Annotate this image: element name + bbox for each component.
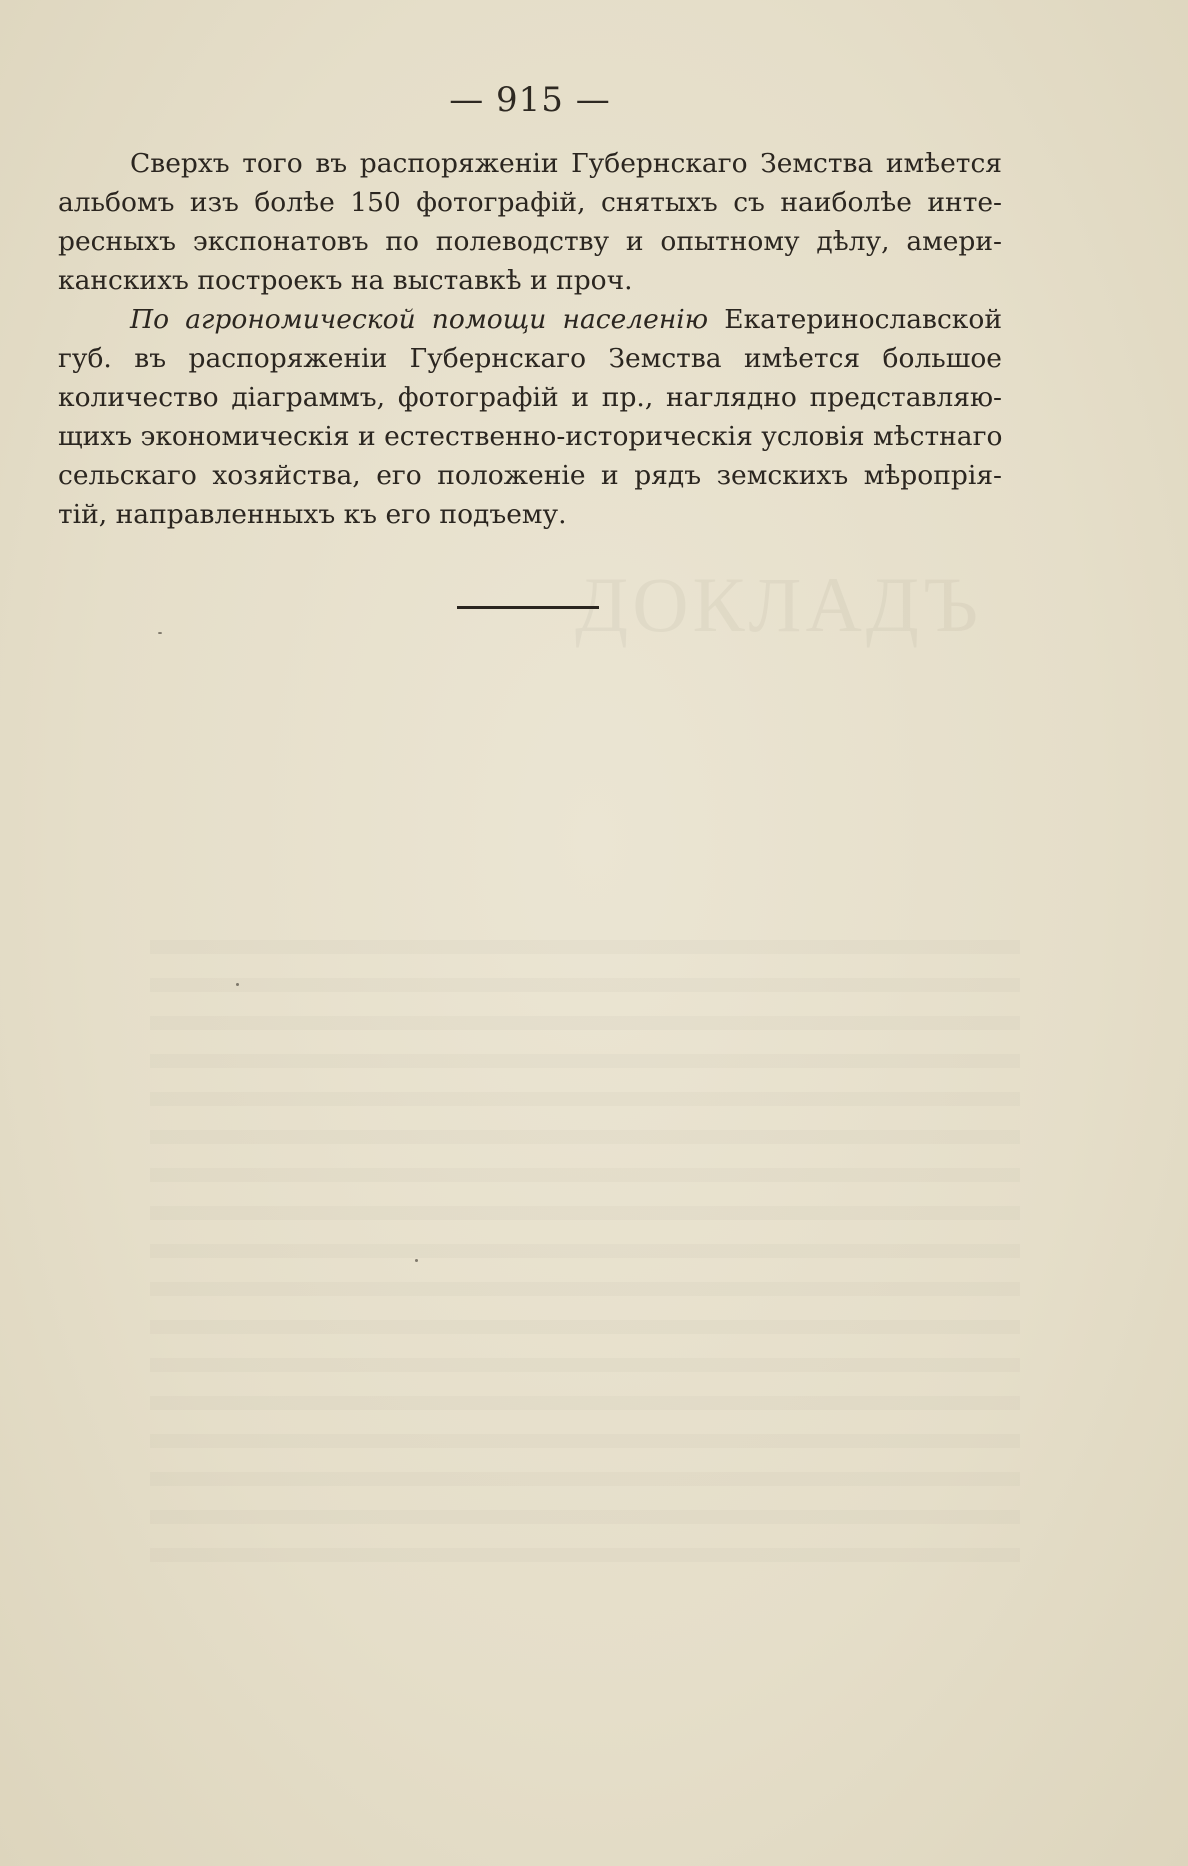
paragraph-2-first-line [58, 300, 1002, 339]
paragraph-2-line: тій, направленныхъ къ его подъему. [58, 499, 567, 530]
bleed-through-lines [150, 940, 1020, 1580]
paragraph-1-line: канскихъ построекъ на выставкѣ и проч. [58, 265, 633, 296]
paper-speck [158, 632, 162, 634]
paragraph-1-line: Сверхъ того въ распоряженiи Губернскаго Земства имѣется [130, 148, 1002, 179]
paragraph-2-line: сельскаго хозяйства, его положенiе и рядъ земскихъ мѣропрiя- [58, 460, 1002, 491]
paragraph-2-italic-lead: По агрономической помощи населенiю [130, 304, 709, 335]
page-number: — 915 — [449, 80, 611, 120]
paper-speck [415, 1259, 418, 1262]
paper-speck [236, 983, 239, 986]
paragraph-1-line: ресныхъ экспонатовъ по полеводству и опытному дѣлу, амери- [58, 226, 1002, 257]
paragraph-2-line: количество дiаграммъ, фотографій и пр., наглядно представляю- [58, 382, 1002, 413]
section-divider-rule [457, 606, 599, 609]
bleed-through-heading [575, 560, 982, 650]
paragraph-2-line: губ. въ распоряженiи Губернскаго Земства имѣется большое [58, 343, 1002, 374]
paragraph-2-first-line-rest: Екатеринославской [708, 304, 1002, 335]
paragraph-1-line: альбомъ изъ болѣе 150 фотографій, снятыхъ съ наиболѣе инте- [58, 187, 1002, 218]
body-text [58, 144, 1002, 534]
paragraph-2-line: щихъ экономическiя и естественно-историческiя условiя мѣстнаго [58, 421, 1003, 452]
